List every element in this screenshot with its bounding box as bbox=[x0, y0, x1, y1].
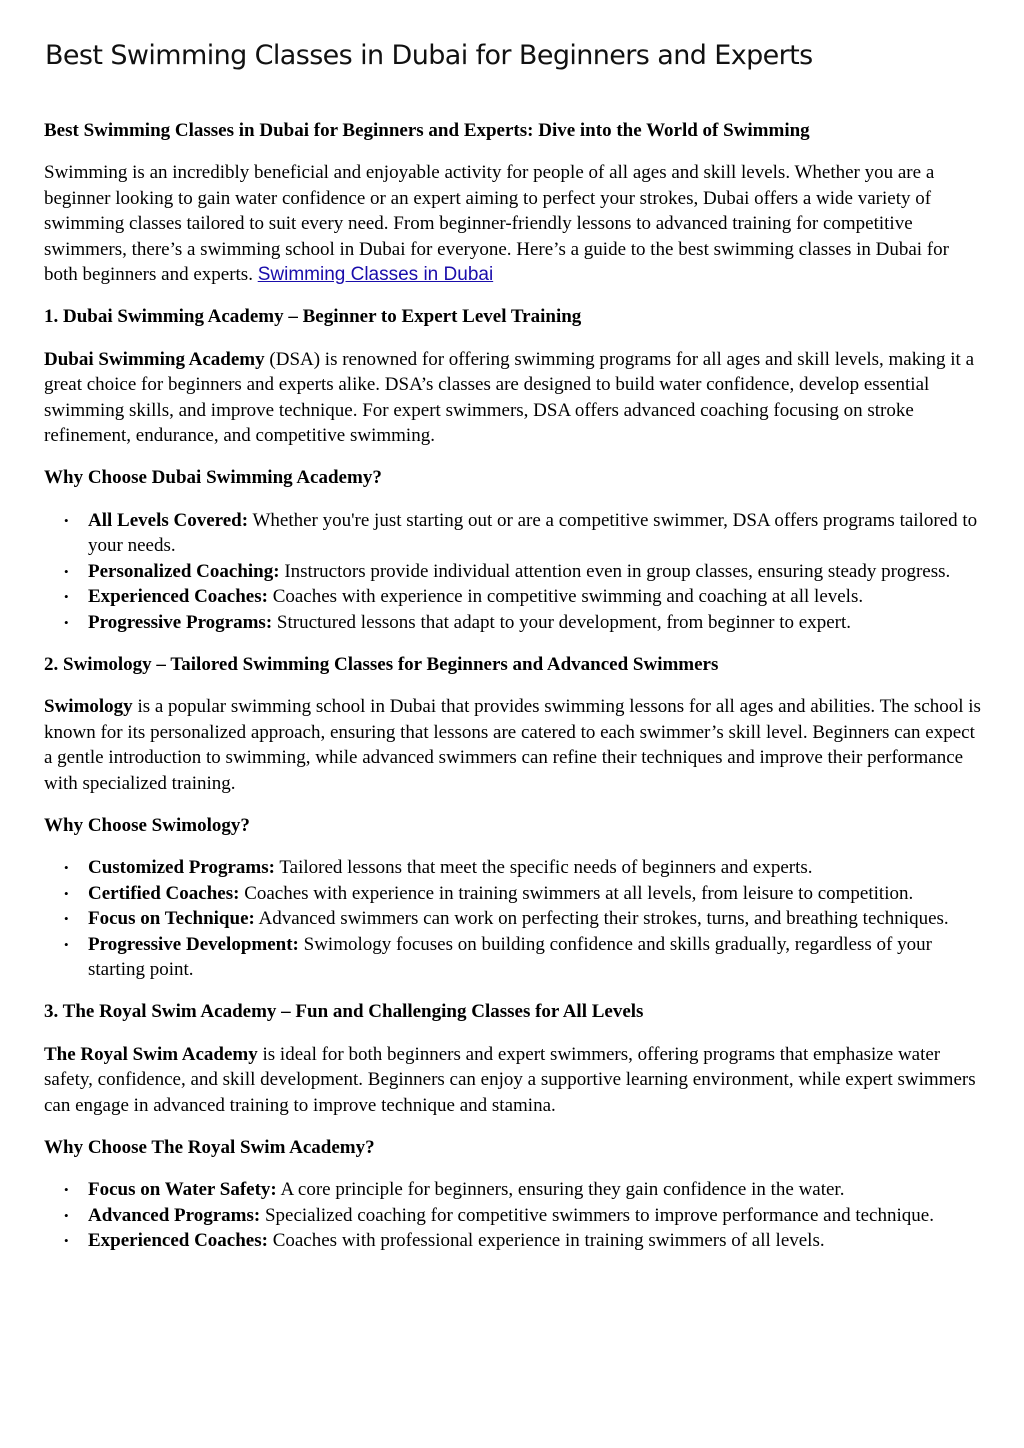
bullet-icon: • bbox=[64, 911, 69, 927]
feature-title: Focus on Technique: bbox=[88, 908, 255, 930]
section-heading: 3. The Royal Swim Academy – Fun and Challenging Classes for All Levels bbox=[44, 1001, 644, 1023]
feature-text: Whether you're just starting out or are a competitive swimmer, DSA offers programs tailored to your needs. bbox=[88, 509, 978, 557]
feature-list bbox=[44, 508, 984, 635]
section-text: is a popular swimming school in Dubai that provides swimming lessons for all ages and abilities. The school is known for its personalized approach, ensuring that lessons are catered to each swimmer’s skill level. Beginners can expect a gentle introduction to swimming, while advanced swimmers can refine their techniques and improve their performance with specialized training. bbox=[44, 696, 981, 794]
section-paragraph bbox=[44, 694, 984, 796]
feature-text: A core principle for beginners, ensuring they gain confidence in the water. bbox=[276, 1179, 845, 1201]
feature-title: All Levels Covered: bbox=[88, 509, 249, 531]
bullet-icon: • bbox=[64, 512, 69, 528]
bullet-icon: • bbox=[64, 563, 69, 579]
list-item bbox=[64, 855, 984, 880]
list-item bbox=[64, 932, 984, 983]
feature-text: Tailored lessons that meet the specific needs of beginners and experts. bbox=[274, 857, 813, 879]
list-item bbox=[64, 559, 984, 584]
feature-title: Customized Programs: bbox=[88, 857, 275, 879]
feature-text: Advanced swimmers can work on perfecting their strokes, turns, and breathing techniques. bbox=[254, 908, 949, 930]
intro-heading: Best Swimming Classes in Dubai for Beginners and Experts: Dive into the World of Swimming bbox=[44, 120, 810, 141]
bullet-icon: • bbox=[64, 860, 69, 876]
why-choose-heading: Why Choose Swimology? bbox=[44, 814, 250, 836]
list-item bbox=[64, 1177, 984, 1202]
section-paragraph bbox=[44, 347, 984, 449]
list-item bbox=[64, 1228, 984, 1253]
section-text: (DSA) is renowned for offering swimming programs for all ages and skill levels, making it a great choice for beginners and experts alike. DSA’s classes are designed to build water confidence, develop essential swimming skills, and improve technique. For expert swimmers, DSA offers advanced coaching focusing on stroke refinement, endurance, and competitive swimming. bbox=[44, 348, 975, 447]
bullet-icon: • bbox=[64, 885, 69, 901]
why-choose-heading: Why Choose Dubai Swimming Academy? bbox=[44, 467, 382, 489]
feature-title: Experienced Coaches: bbox=[88, 586, 268, 608]
feature-title: Personalized Coaching: bbox=[88, 560, 280, 582]
feature-text: Coaches with professional experience in training swimmers of all levels. bbox=[267, 1230, 825, 1252]
list-item bbox=[64, 584, 984, 609]
feature-text: Specialized coaching for competitive swimmers to improve performance and technique. bbox=[260, 1204, 934, 1226]
section-heading: 1. Dubai Swimming Academy – Beginner to Expert Level Training bbox=[44, 306, 582, 328]
feature-text: Coaches with experience in training swimmers at all levels, from leisure to competition. bbox=[239, 882, 914, 904]
swimming-classes-link[interactable]: Swimming Classes in Dubai bbox=[257, 264, 494, 286]
bullet-icon: • bbox=[64, 1207, 69, 1223]
academy-name: The Royal Swim Academy bbox=[44, 1043, 258, 1065]
bullet-icon: • bbox=[64, 1233, 69, 1249]
intro-paragraph bbox=[44, 160, 984, 287]
why-choose-heading: Why Choose The Royal Swim Academy? bbox=[44, 1137, 375, 1158]
list-item bbox=[64, 881, 984, 906]
feature-text: Coaches with experience in competitive swimming and coaching at all levels. bbox=[267, 586, 864, 608]
bullet-icon: • bbox=[64, 1182, 69, 1198]
feature-text: Instructors provide individual attention even in group classes, ensuring steady progress. bbox=[279, 560, 951, 582]
list-item bbox=[64, 508, 984, 559]
page-title: Best Swimming Classes in Dubai for Beginners and Experts bbox=[45, 40, 813, 71]
feature-title: Progressive Development: bbox=[88, 933, 299, 955]
feature-title: Certified Coaches: bbox=[88, 882, 240, 904]
feature-title: Experienced Coaches: bbox=[88, 1230, 268, 1252]
section-paragraph bbox=[44, 1042, 984, 1118]
feature-text: Structured lessons that adapt to your development, from beginner to expert. bbox=[272, 611, 851, 633]
feature-title: Progressive Programs: bbox=[88, 611, 273, 633]
intro-text: Swimming is an incredibly beneficial and enjoyable activity for people of all ages and skill levels. Whether you are a beginner looking to gain water confidence or an expert aiming to perfect your strokes, Dubai offers a wide variety of swimming classes tailored to suit every need. From beginner-friendly lessons to advanced training for competitive swimmers, there’s a swimming school in Dubai for everyone. Here’s a guide to the best swimming classes in Dubai for both beginners and experts. bbox=[44, 162, 949, 286]
feature-title: Focus on Water Safety: bbox=[88, 1179, 277, 1201]
section-heading: 2. Swimology – Tailored Swimming Classes for Beginners and Advanced Swimmers bbox=[44, 653, 719, 675]
academy-name: Swimology bbox=[44, 696, 133, 718]
feature-list bbox=[44, 855, 984, 982]
section-text: is ideal for both beginners and expert swimmers, offering programs that emphasize water safety, confidence, and skill development. Beginners can enjoy a supportive learning environment, while expert swimmers can engage in advanced training to improve technique and stamina. bbox=[44, 1043, 976, 1116]
feature-text: Swimology focuses on building confidence and skills gradually, regardless of your starting point. bbox=[88, 933, 932, 980]
academy-name: Dubai Swimming Academy bbox=[44, 348, 265, 370]
feature-title: Advanced Programs: bbox=[88, 1204, 261, 1226]
list-item bbox=[64, 906, 984, 931]
list-item bbox=[64, 1203, 984, 1228]
article-body bbox=[44, 118, 984, 1271]
bullet-icon: • bbox=[64, 936, 69, 952]
bullet-icon: • bbox=[64, 589, 69, 605]
bullet-icon: • bbox=[64, 614, 69, 630]
feature-list bbox=[44, 1177, 984, 1253]
list-item bbox=[64, 610, 984, 635]
